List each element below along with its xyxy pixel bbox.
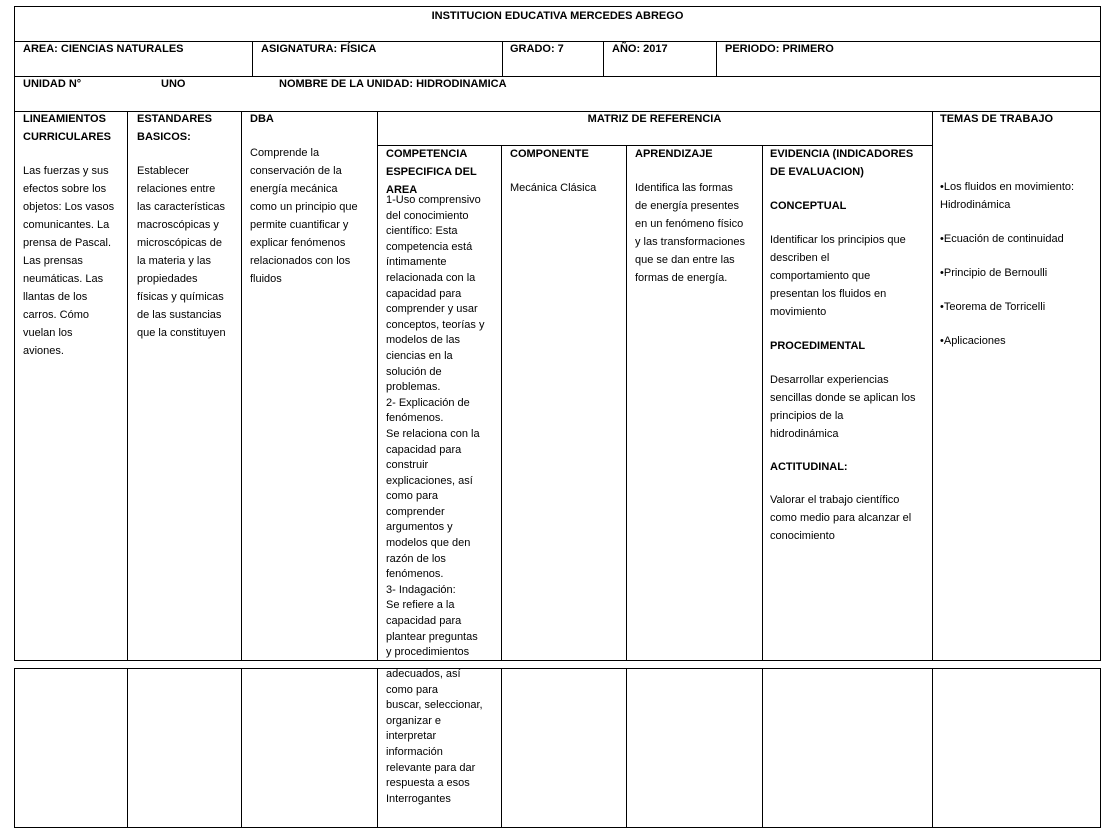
cell-divider: [626, 145, 627, 661]
competencia-text: 1-Uso comprensivo del conocimiento científico: Esta competencia está íntimamente relacionada con la capacidad para comprender y usar conceptos, teorías y modelos de las ciencias en la solución de problemas. 2- Explicación de fenómenos. Se relaciona con la capacidad para construir explicaciones, así como para comprender argumentos y modelos que den razón de los fenómenos. 3- Indagación: Se refiere a la capacidad para plantear preguntas y procedimientos: [386, 194, 485, 659]
col-competencia-header: COMPETENCIA ESPECIFICA DEL AREA: [386, 148, 477, 196]
asignatura-label: ASIGNATURA: FÍSICA: [261, 43, 377, 55]
dba-text: Comprende la conservación de la energía mecánica como un principio que permite cuantificar y explicar fenómenos relacionados con los fluidos: [250, 147, 358, 285]
col-dba-header: DBA: [250, 113, 274, 125]
cell-divider: [626, 668, 627, 828]
tema-item: •Principio de Bernoulli: [940, 267, 1048, 279]
cell-divider: [501, 145, 502, 661]
conceptual-label: CONCEPTUAL: [770, 200, 847, 212]
estandares-text: Establecer relaciones entre las características macroscópicas y microscópicas de la materia y las propiedades físicas y químicas de las sustancias que la constituyen: [137, 165, 226, 339]
actitudinal-label: ACTITUDINAL:: [770, 461, 848, 473]
anio-label: AÑO: 2017: [612, 43, 668, 55]
cell-divider: [762, 668, 763, 828]
col-estandares-header: ESTANDARES BASICOS:: [137, 113, 212, 143]
col-aprendizaje-header: APRENDIZAJE: [635, 148, 713, 160]
tema-item: •Aplicaciones: [940, 335, 1006, 347]
cell-divider: [241, 111, 242, 661]
cell-divider: [252, 41, 253, 76]
tema-item: •Ecuación de continuidad: [940, 233, 1064, 245]
col-temas-header: TEMAS DE TRABAJO: [940, 113, 1054, 125]
procedimental-text: Desarrollar experiencias sencillas donde se aplican los principios de la hidrodinámica: [770, 374, 916, 440]
conceptual-text: Identificar los principios que describen el comportamiento que presentan los fluidos en movimiento: [770, 234, 906, 318]
cell-divider: [501, 668, 502, 828]
col-matriz-header: MATRIZ DE REFERENCIA: [587, 113, 722, 125]
cell-divider: [241, 668, 242, 828]
cell-divider: [716, 41, 717, 76]
area-label: AREA: CIENCIAS NATURALES: [23, 43, 184, 55]
col-componente-header: COMPONENTE: [510, 148, 589, 160]
cell-divider: [377, 111, 378, 661]
cell-divider: [762, 145, 763, 661]
cell-divider: [932, 111, 933, 661]
unidad-value: UNO: [161, 78, 186, 90]
cell-divider: [127, 668, 128, 828]
procedimental-label: PROCEDIMENTAL: [770, 340, 866, 352]
continuation-table: [14, 668, 1101, 828]
periodo-label: PERIODO: PRIMERO: [725, 43, 834, 55]
cell-divider: [932, 668, 933, 828]
tema-item: •Teorema de Torricelli: [940, 301, 1046, 313]
nombre-unidad: NOMBRE DE LA UNIDAD: HIDRODINAMICA: [279, 78, 507, 90]
cell-divider: [603, 41, 604, 76]
lineamientos-text: Las fuerzas y sus efectos sobre los objetos: Los vasos comunicantes. La prensa de Pascal. Las prensas neumáticas. Las llantas de los carros. Cómo vuelan los aviones.: [23, 165, 115, 357]
col-evidencia-header: EVIDENCIA (INDICADORES DE EVALUACION): [770, 148, 914, 178]
document-title: INSTITUCION EDUCATIVA MERCEDES ABREGO: [431, 10, 684, 22]
tema-item: •Los fluidos en movimiento: Hidrodinámica: [940, 181, 1075, 211]
competencia-continuation-text: adecuados, así como para buscar, seleccionar, organizar e interpretar información relevante para dar respuesta a esos Interrogantes: [386, 668, 483, 805]
grado-label: GRADO: 7: [510, 43, 564, 55]
cell-divider: [502, 41, 503, 76]
unidad-label: UNIDAD N°: [23, 78, 82, 90]
componente-text: Mecánica Clásica: [510, 182, 597, 194]
actitudinal-text: Valorar el trabajo científico como medio para alcanzar el conocimiento: [770, 494, 912, 542]
aprendizaje-text: Identifica las formas de energía presentes en un fenómeno físico y las transformaciones que se dan entre las formas de energía.: [635, 182, 746, 284]
col-lineamientos-header: LINEAMIENTOS CURRICULARES: [23, 113, 111, 143]
cell-divider: [127, 111, 128, 661]
cell-divider: [377, 668, 378, 828]
